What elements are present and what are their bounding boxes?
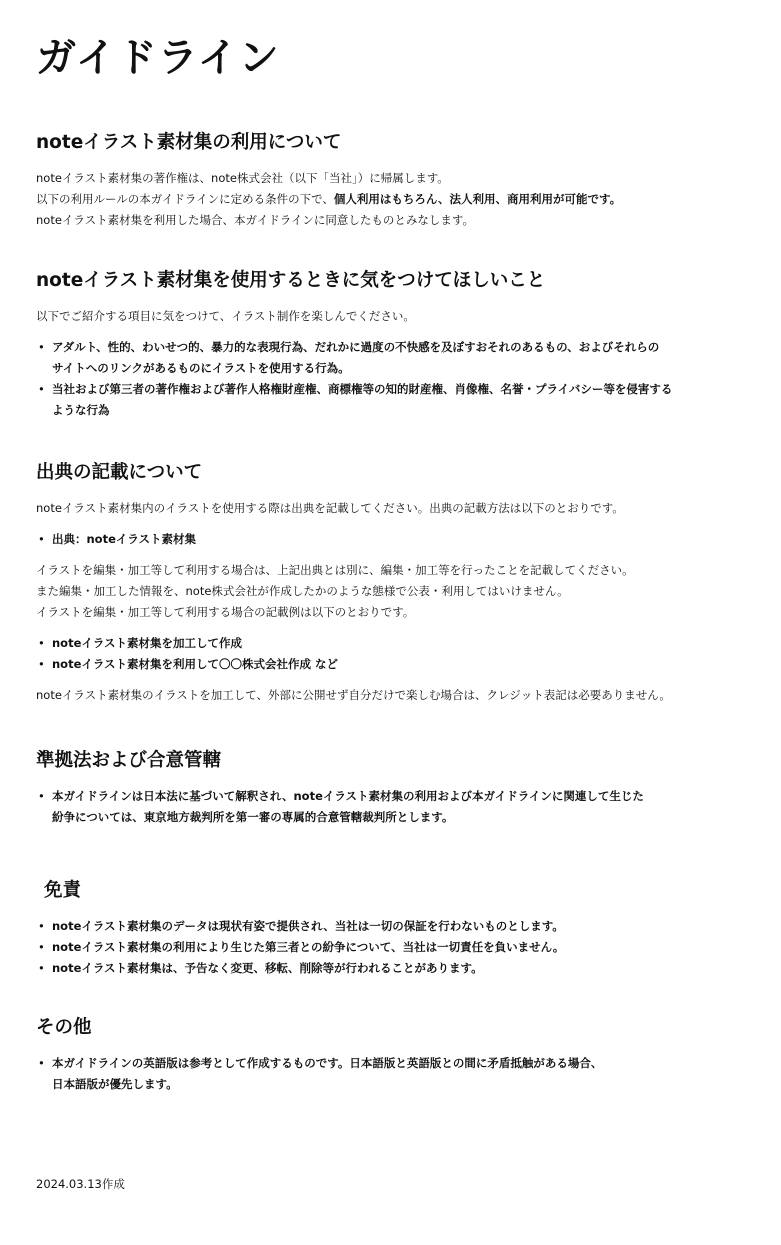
section-heading: 準拠法および合意管轄: [36, 750, 222, 771]
list-item: • 出典：noteイラスト素材集: [36, 529, 736, 550]
section-heading: その他: [36, 1017, 92, 1038]
page-title: ガイドライン: [36, 35, 280, 81]
list-item: • noteイラスト素材集を利用して〇〇株式会社作成 など: [36, 654, 736, 675]
law-list: [36, 786, 736, 828]
section-other: [36, 1015, 736, 1095]
section-heading: noteイラスト素材集を使用するときに気をつけてほしいこと: [36, 270, 546, 291]
disclaimer-list: [36, 916, 736, 979]
section-heading: 出典の記載について: [36, 462, 203, 483]
section-disclaimer: [36, 878, 736, 979]
paragraph: また編集・加工した情報を、note株式会社が作成したかのような態様で公表・利用してはいけません。: [36, 584, 569, 598]
paragraph: noteイラスト素材集を利用した場合、本ガイドラインに同意したものとみなします。: [36, 213, 474, 227]
paragraph: [36, 189, 736, 210]
list-item: • noteイラスト素材集を加工して作成: [36, 633, 736, 654]
list-item: • アダルト、性的、わいせつ的、暴力的な表現行為、だれかに過度の不快感を及ぼすおそれのあるもの、およびそれらのサイトへのリンクがあるものにイラストを使用する行為。: [36, 337, 662, 379]
created-date: 2024.03.13作成: [36, 1177, 125, 1191]
paragraph: noteイラスト素材集内のイラストを使用する際は出典を記載してください。出典の記載方法は以下のとおりです。: [36, 501, 624, 515]
list-item: • 本ガイドラインは日本法に基づいて解釈され、noteイラスト素材集の利用および本ガイドラインに関連して生じた紛争については、東京地方裁判所を第一審の専属的合意管轄裁判所とします。: [36, 786, 647, 828]
paragraph: イラストを編集・加工等して利用する場合は、上記出典とは別に、編集・加工等を行ったことを記載してください。: [36, 563, 634, 577]
section-credit: [36, 460, 736, 706]
other-list: [36, 1053, 736, 1095]
emphasis-text: 個人利用はもちろん、法人利用、商用利用が可能です。: [333, 192, 622, 206]
paragraph: 以下でご紹介する項目に気をつけて、イラスト制作を楽しんでください。: [36, 309, 415, 323]
paragraph: noteイラスト素材集のイラストを加工して、外部に公開せず自分だけで楽しむ場合は、クレジット表記は必要ありません。: [36, 688, 671, 702]
section-law: [36, 748, 736, 828]
caution-list: [36, 337, 736, 421]
list-item: • noteイラスト素材集は、予告なく変更、移転、削除等が行われることがあります。: [36, 958, 736, 979]
section-caution: [36, 268, 736, 421]
list-item: • noteイラスト素材集のデータは現状有姿で提供され、当社は一切の保証を行わないものとします。: [36, 916, 736, 937]
section-heading: noteイラスト素材集の利用について: [36, 132, 342, 153]
list-item: • 本ガイドラインの英語版は参考として作成するものです。日本語版と英語版との間に矛盾抵触がある場合、日本語版が優先します。: [36, 1053, 607, 1095]
section-usage: [36, 130, 736, 231]
list-item: • 当社および第三者の著作権および著作人格権財産権、商標権等の知的財産権、肖像権、名誉・プライバシー等を侵害するような行為: [36, 379, 677, 421]
text: 以下の利用ルールの本ガイドラインに定める条件の下で、: [36, 192, 334, 206]
paragraph: noteイラスト素材集の著作権は、note株式会社（以下「当社」）に帰属します。: [36, 171, 449, 185]
source-list: [36, 529, 736, 550]
example-list: [36, 633, 736, 675]
section-heading: 免責: [44, 880, 82, 901]
paragraph: イラストを編集・加工等して利用する場合の記載例は以下のとおりです。: [36, 605, 415, 619]
list-item: • noteイラスト素材集の利用により生じた第三者との紛争について、当社は一切責任を負いません。: [36, 937, 736, 958]
